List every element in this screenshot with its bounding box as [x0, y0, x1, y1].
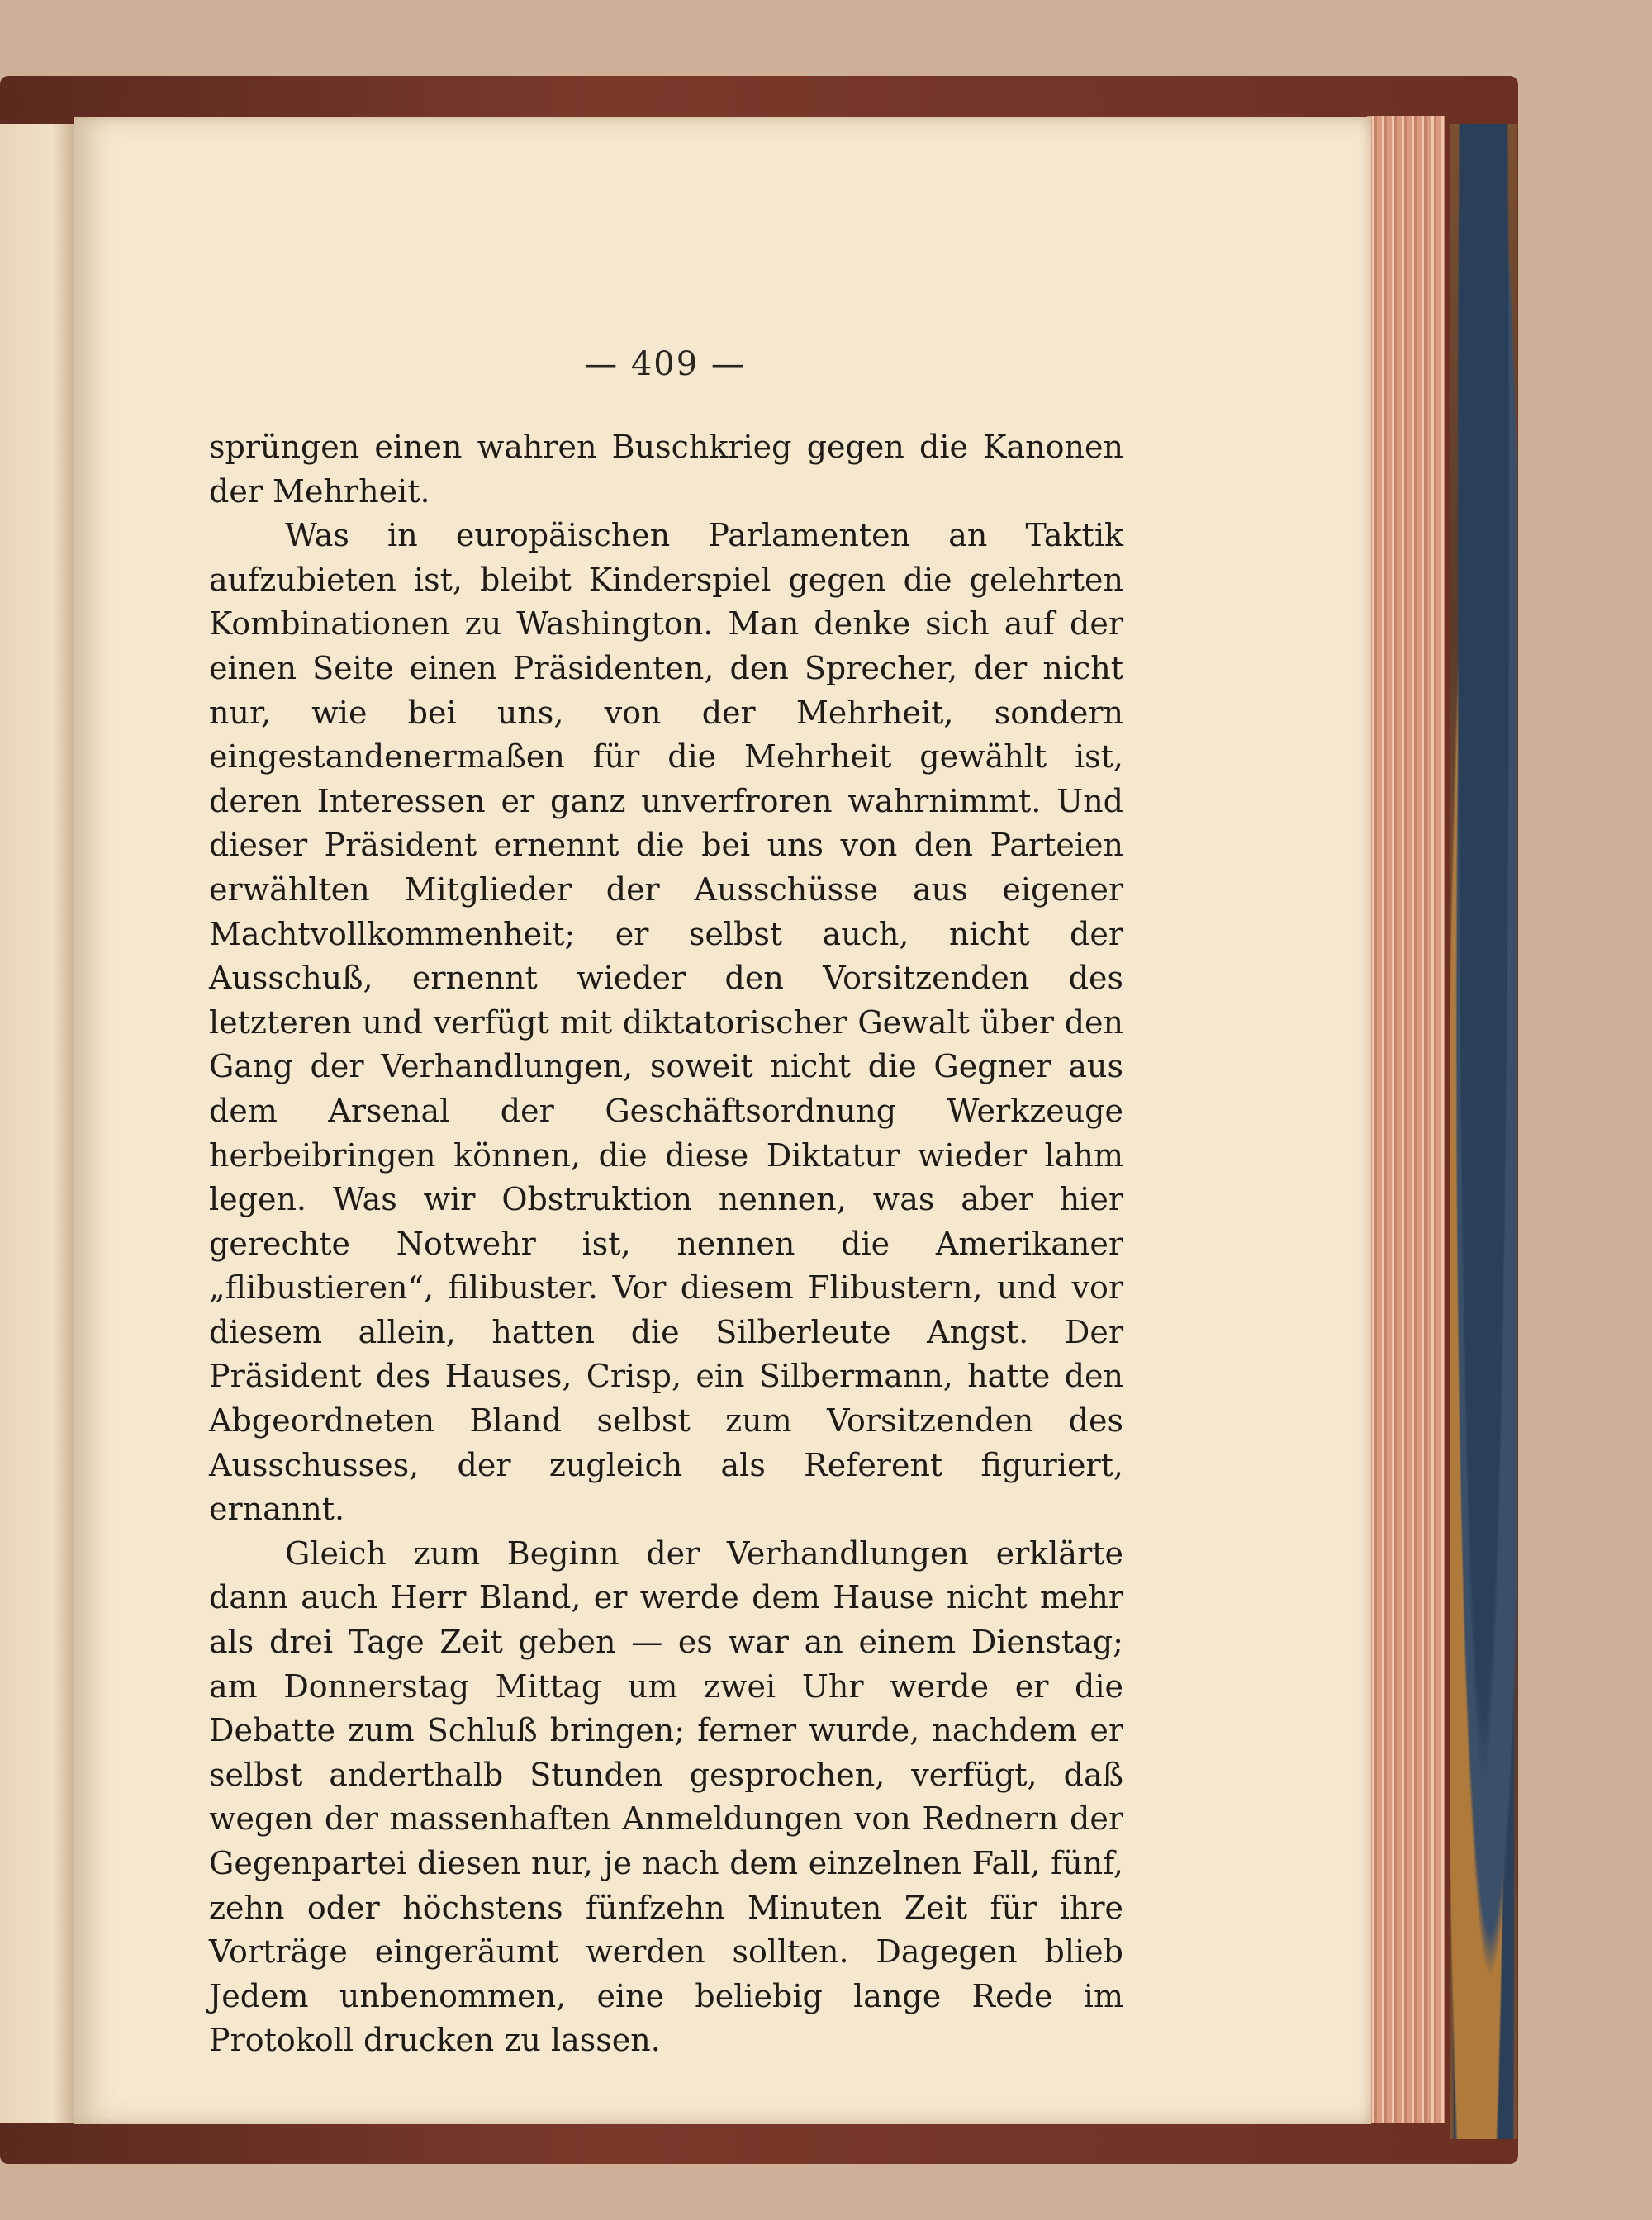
- paragraph-3: Gleich zum Beginn der Verhandlungen erklärte dann auch Herr Bland, er werde dem Hause nicht mehr als drei Tage Zeit geben — es war an einem Dienstag; am Donnerstag Mittag um zwei Uhr werde er die Debatte zum Schluß bringen; ferner wurde, nachdem er selbst anderthalb Stunden gesprochen, verfügt, daß wegen der massenhaften Anmeldungen von Rednern der Gegenpartei diesen nur, je nach dem einzelnen Fall, fünf, zehn oder höchstens fünfzehn Minuten Zeit für ihre Vorträge eingeräumt werden sollten. Dagegen blieb Jedem unbenommen, eine beliebig lange Rede im Protokoll drucken zu lassen.: [209, 1535, 1123, 2059]
- paragraph-2: Was in europäischen Parlamenten an Taktik aufzubieten ist, bleibt Kinderspiel gegen die gelehrten Kombinationen zu Washington. Man denke sich auf der einen Seite einen Präsidenten, den Sprecher, der nicht nur, wie bei uns, von der Mehrheit, sondern eingestandenermaßen für die Mehrheit gewählt ist, deren Interessen er ganz unverfroren wahrnimmt. Und dieser Präsident ernennt die bei uns von den Parteien erwählten Mitglieder der Ausschüsse aus eigener Machtvollkommenheit; er selbst auch, nicht der Ausschuß, ernennt wieder den Vorsitzenden des letzteren und verfügt mit diktatorischer Gewalt über den Gang der Verhandlungen, soweit nicht die Gegner aus dem Arsenal der Geschäftsordnung Werkzeuge herbeibringen können, die diese Diktatur wieder lahm legen. Was wir Obstruktion nennen, was aber hier gerechte Notwehr ist, nennen die Amerikaner „flibustieren“, filibuster. Vor diesem Flibustern, und vor diesem allein, hatten die Silberleute Angst. Der Präsident des Hauses, Crisp, ein Silbermann, hatte den Abgeordneten Bland selbst zum Vorsitzenden des Ausschusses, der zugleich als Referent figuriert, ernannt.: [209, 517, 1123, 1528]
- body-text: [209, 425, 1123, 2063]
- paragraph-1: sprüngen einen wahren Buschkrieg gegen die Kanonen der Mehrheit.: [209, 429, 1123, 510]
- marbled-edge: [1450, 124, 1517, 2139]
- page-edges: [1367, 116, 1446, 2123]
- left-page-strip: [0, 124, 74, 2123]
- page-number: — 409 —: [584, 345, 746, 383]
